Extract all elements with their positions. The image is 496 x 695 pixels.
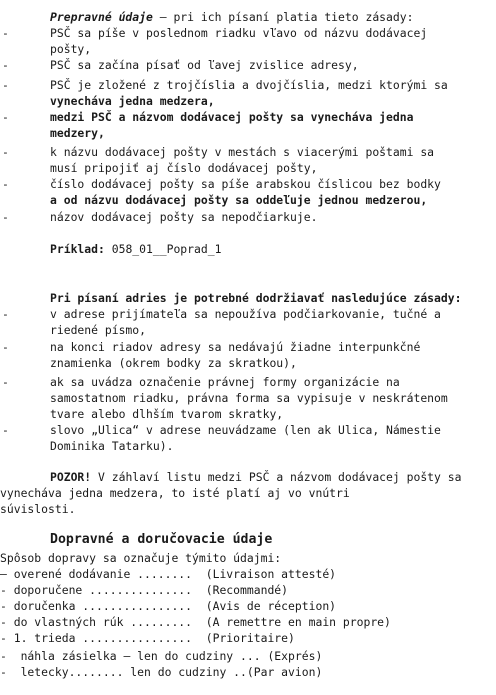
list-bullet: -	[2, 58, 9, 72]
transport-row: - doručenka ................ (Avis de réception)	[0, 599, 337, 613]
list-item-line: Dominika Tatarku).	[50, 439, 174, 453]
note-label: POZOR!	[50, 470, 92, 484]
list-item-line: vynecháva jedna medzera,	[50, 94, 215, 108]
note-first-line	[50, 470, 461, 484]
list-bullet: -	[2, 110, 9, 124]
example-value: 058_01__Poprad_1	[104, 242, 222, 256]
list-bullet: -	[2, 177, 9, 191]
transport-row: - do vlastných rúk ......... (A remettre en main propre)	[0, 615, 391, 629]
list-item-line: číslo dodávacej pošty sa píše arabskou číslicou bez bodky	[50, 177, 441, 191]
note-line: súvislosti.	[0, 502, 76, 516]
section1-title	[50, 10, 413, 24]
list-item-line: a od názvu dodávacej pošty sa oddeľuje jednou medzerou,	[50, 193, 428, 207]
list-item-line: názov dodávacej pošty sa nepodčiarkuje.	[50, 210, 318, 224]
list-item-line: ak sa uvádza označenie právnej formy organizácie na	[50, 375, 400, 389]
list-bullet: -	[2, 340, 9, 354]
list-item-line: tvare alebo dlhším tvarom skratky,	[50, 407, 284, 421]
list-bullet: -	[2, 26, 9, 40]
example-label: Príklad:	[50, 242, 105, 256]
transport-row: - 1. trieda ................ (Prioritaire)	[0, 631, 295, 645]
list-bullet: -	[2, 375, 9, 389]
note-line: vynecháva jedna medzera, to isté platí aj vo vnútri	[0, 486, 350, 500]
transport-row: - doporučene ............... (Recommandé)	[0, 583, 289, 597]
section3-heading: Dopravné a doručovacie údaje	[50, 532, 273, 547]
list-item-line: medzi PSČ a názvom dodávacej pošty sa vynecháva jedna	[50, 110, 414, 124]
list-bullet: -	[2, 145, 9, 159]
section2-title: Pri písaní adries je potrebné dodržiavať nasledujúce zásady:	[50, 291, 462, 305]
list-item-line: slovo „Ulica“ v adrese neuvádzame (len ak Ulica, Námestie	[50, 423, 441, 437]
list-bullet: -	[2, 307, 9, 321]
list-item-line: medzery,	[50, 126, 105, 140]
list-item-line: znamienka (okrem bodky za skratkou),	[50, 356, 297, 370]
transport-row: - náhla zásielka – len do cudziny ... (Exprés)	[0, 649, 323, 663]
example-line	[50, 242, 221, 256]
list-item-line: riedené písmo,	[50, 323, 147, 337]
section1-title-emphasis: Prepravné údaje	[50, 10, 153, 24]
section3-intro: Spôsob dopravy sa označuje týmito údajmi:	[0, 551, 282, 565]
list-bullet: -	[2, 78, 9, 92]
transport-row: - letecky........ len do cudziny ..(Par avion)	[0, 665, 323, 679]
transport-row: – overené dodávanie ........ (Livraison attesté)	[0, 567, 337, 581]
list-item-line: PSČ sa začína písať od ľavej zvislice adresy,	[50, 58, 359, 72]
list-item-line: musí pripojiť aj číslo dodávacej pošty,	[50, 161, 318, 175]
note-text: V záhlaví listu medzi PSČ a názvom dodávacej pošty sa	[91, 470, 462, 484]
list-item-line: na konci riadov adresy sa nedávajú žiadne interpunkčné	[50, 340, 421, 354]
list-item-line: k názvu dodávacej pošty v mestách s viacerými poštami sa	[50, 145, 435, 159]
list-item-line: PSČ sa píše v poslednom riadku vľavo od názvu dodávacej	[50, 26, 428, 40]
list-bullet: -	[2, 423, 9, 437]
list-bullet: -	[2, 210, 9, 224]
section1-title-rest: – pri ich písaní platia tieto zásady:	[152, 10, 414, 24]
list-item-line: samostatnom riadku, právna forma sa vypisuje v neskrátenom	[50, 391, 448, 405]
list-item-line: v adrese prijímateľa sa nepoužíva podčiarkovanie, tučné a	[50, 307, 441, 321]
list-item-line: pošty,	[50, 42, 92, 56]
list-item-line: PSČ je zložené z trojčíslia a dvojčíslia, medzi ktorými sa	[50, 78, 448, 92]
